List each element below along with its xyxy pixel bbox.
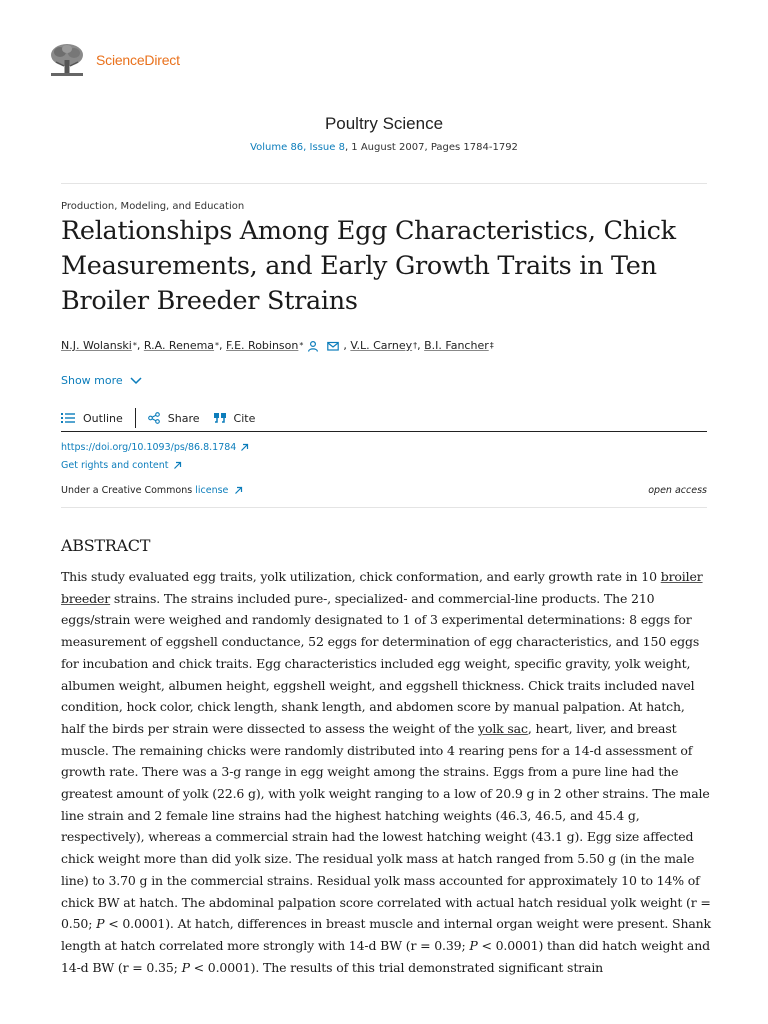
external-link-icon xyxy=(173,461,182,470)
cite-label: Cite xyxy=(233,411,256,425)
outline-button[interactable] xyxy=(61,412,123,425)
author-mark: † xyxy=(413,341,418,350)
author-mark: * xyxy=(215,341,220,350)
share-label: Share xyxy=(167,411,200,425)
sciencedirect-logo[interactable] xyxy=(48,42,180,78)
abstract-span: < 0.0001). At hatch, differences in breast muscle and internal organ weight were present. Shank length at hatch correlated more strongly with 14-d BW (r = 0.39; xyxy=(61,916,711,953)
yolk-sac-link[interactable]: yolk sac xyxy=(478,720,528,736)
broiler-breeder-link[interactable]: broiler breeder xyxy=(61,569,703,606)
author-mark: * xyxy=(299,341,304,350)
sciencedirect-wordmark: ScienceDirect xyxy=(96,52,180,68)
author-list: N.J. Wolanski * , R.A. Renema * , F.E. Robinson * , V.L. Carney † , B.I. Fancher ‡ xyxy=(61,339,494,352)
author-mark: * xyxy=(132,341,137,350)
abstract-text xyxy=(61,566,711,978)
abstract-span: strains. The strains included pure-, specialized- and commercial-line products. The 210 eggs/strain were weighed and randomly designated to 1 of 3 experimental determinations: 8 eggs for measurement of eggshell conductance, 52 eggs for determination of egg characteristics, and 150 eggs for incubation and chick traits. Egg characteristics included egg weight, specific gravity, yolk weight, albumen weight, albumen height, eggshell weight, and eggshell thickness. Chick traits included navel condition, hock color, chick length, shank length, and abdomen score by manual palpation. At hatch, half the birds per strain were dissected to assess the weight of the xyxy=(61,590,700,736)
divider xyxy=(61,507,707,508)
email-icon[interactable] xyxy=(327,340,339,352)
author-mark: ‡ xyxy=(489,341,494,350)
doi-link[interactable] xyxy=(61,442,249,453)
p-symbol: P xyxy=(469,937,478,953)
elsevier-tree-icon xyxy=(48,42,86,78)
license-notice xyxy=(61,485,243,496)
author-link[interactable]: B.I. Fancher xyxy=(424,339,489,352)
external-link-icon xyxy=(234,486,243,495)
divider xyxy=(61,183,707,184)
license-link[interactable]: license xyxy=(195,485,229,496)
external-link-icon xyxy=(240,443,249,452)
rights-link[interactable] xyxy=(61,460,182,471)
issue-date-pages: , 1 August 2007, Pages 1784-1792 xyxy=(344,142,518,153)
author-link[interactable]: R.A. Renema xyxy=(143,339,215,352)
toolbar-divider xyxy=(135,408,136,428)
license-prefix: Under a Creative Commons xyxy=(61,485,196,496)
article-toolbar xyxy=(61,405,707,432)
share-icon xyxy=(148,412,160,424)
doi-text: https://doi.org/10.1093/ps/86.8.1784 xyxy=(61,442,237,453)
chevron-down-icon xyxy=(130,377,142,385)
abstract-span: < 0.0001) than did hatch weight and 14-d BW (r = 0.35; xyxy=(61,937,710,975)
article-section: Production, Modeling, and Education xyxy=(61,201,245,212)
outline-label: Outline xyxy=(83,411,123,425)
share-button[interactable] xyxy=(148,412,200,425)
abstract-span: This study evaluated egg traits, yolk utilization, chick conformation, and early growth rate in 10 xyxy=(61,569,661,584)
p-symbol: P xyxy=(181,959,190,975)
abstract-heading: ABSTRACT xyxy=(61,536,151,555)
show-more-button[interactable] xyxy=(61,374,142,387)
abstract-span: < 0.0001). The results of this trial demonstrated significant strain xyxy=(189,959,604,975)
article-title: Relationships Among Egg Characteristics, Chick Measurements, and Early Growth Traits in Ten Broiler Breeder Strains xyxy=(61,216,676,316)
issue-info xyxy=(0,142,768,153)
cite-button[interactable] xyxy=(214,412,256,425)
list-icon xyxy=(61,412,75,424)
author-link[interactable]: V.L. Carney xyxy=(350,339,413,352)
p-symbol: P xyxy=(96,916,105,932)
author-link[interactable]: N.J. Wolanski xyxy=(61,339,132,352)
abstract-span: , heart, liver, and breast muscle. The remaining chicks were randomly distributed into 4 rearing pens for a 14-d assessment of growth rate. There was a 3-g range in egg weight among the strains. Eggs from a pure line had the greatest amount of yolk (22.6 g), with yolk weight ranging to a low of 20.9 g in 2 other strains. The male line strain and 2 female line strains had the highest hatching weights (46.3, 46.5, and 45.4 g, respectively), whereas a commercial strain had the lowest hatching weight (43.1 g). Egg size affected chick weight more than did yolk size. The residual yolk mass at hatch ranged from 5.50 g (in the male line) to 3.70 g in the commercial strains. Residual yolk mass accounted for approximately 10 to 14% of chick BW at hatch. The abdominal palpation score correlated with actual hatch residual yolk weight (r = 0.50; xyxy=(61,720,711,932)
person-icon[interactable] xyxy=(307,340,319,352)
rights-text: Get rights and content xyxy=(61,460,169,471)
author-link[interactable]: F.E. Robinson xyxy=(226,339,299,352)
open-access-label: open access xyxy=(648,485,707,496)
journal-title[interactable]: Poultry Science xyxy=(324,114,444,133)
volume-issue-link[interactable]: Volume 86, Issue 8 xyxy=(250,142,345,153)
show-more-label: Show more xyxy=(61,374,123,387)
quote-icon xyxy=(214,413,226,423)
